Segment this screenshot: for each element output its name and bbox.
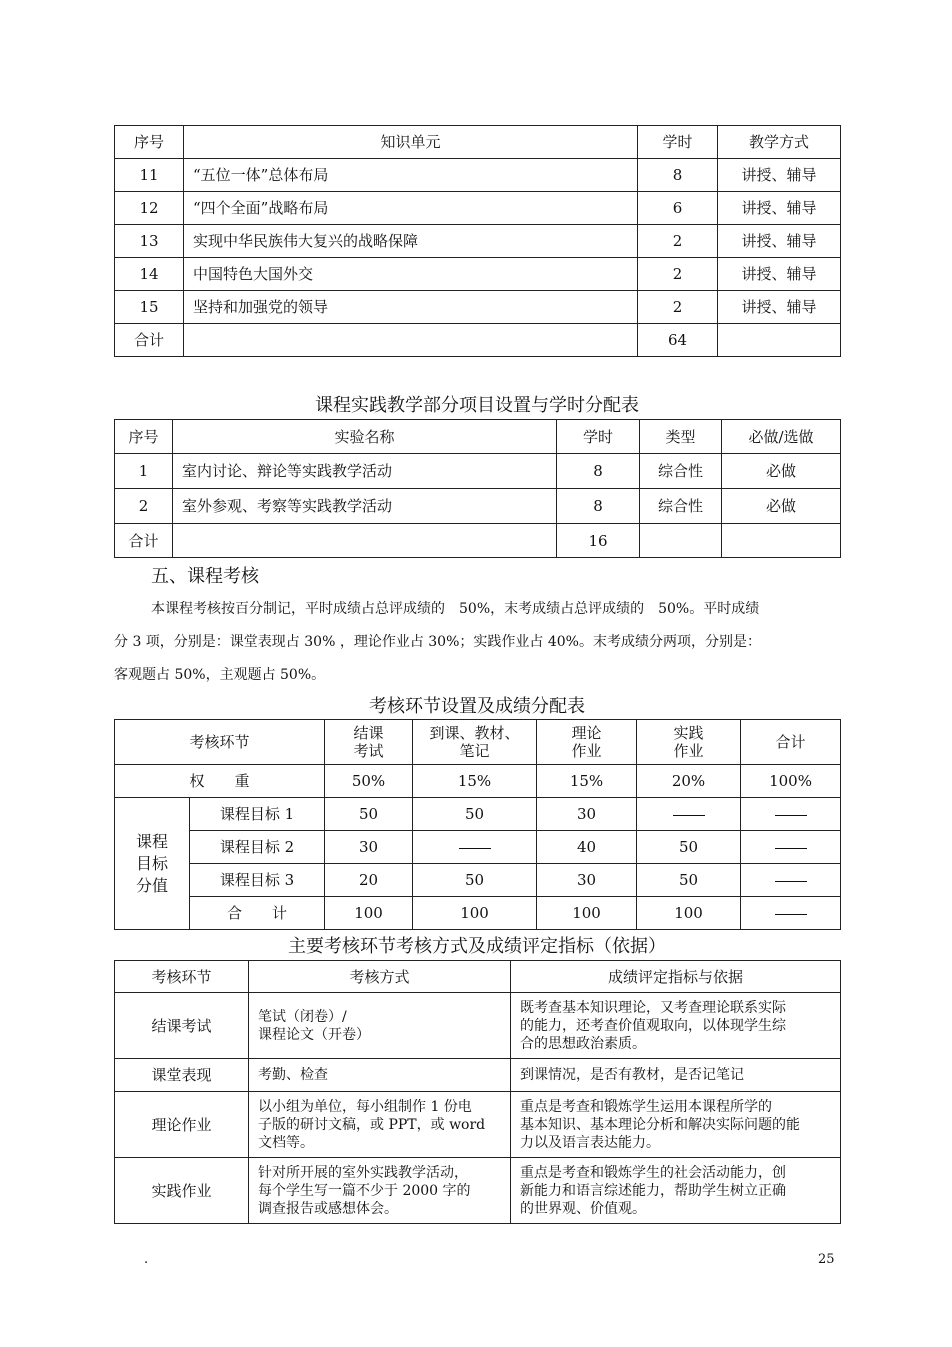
goal-label: 课程目标 2	[190, 831, 325, 864]
criteria-line: 到课情况，是否有教材，是否记笔记	[520, 1067, 744, 1083]
criteria-line: 的世界观、价值观。	[520, 1200, 646, 1217]
method-line: 针对所开展的室外实践教学活动，	[258, 1164, 468, 1181]
goal-label: 课程目标 1	[190, 798, 325, 831]
criteria-table	[114, 960, 841, 1224]
knowledge-units-table	[114, 125, 841, 357]
dash-mark	[775, 914, 807, 915]
score-cell: 50	[325, 798, 413, 831]
score-cell: 30	[537, 798, 637, 831]
header-line: 结课	[353, 724, 384, 742]
paragraph-line: 分 3 项，分别是：课堂表现占 30% ，理论作业占 30%；实践作业占 40%。末考成绩分两项，分别是：	[114, 634, 761, 650]
goal-row	[115, 831, 841, 864]
method-line: 文档等。	[258, 1134, 314, 1151]
table-row	[115, 1158, 841, 1224]
criteria-line: 重点是考查和锻炼学生运用本课程所学的	[520, 1098, 772, 1115]
total-hours: 16	[557, 524, 640, 558]
header-cell: 实验名称	[173, 420, 557, 454]
header-cell: 考核环节	[115, 720, 325, 765]
row-index: 12	[115, 192, 184, 225]
weight-label: 权 重	[115, 765, 325, 798]
header-line: 考试	[353, 742, 384, 760]
dash-mark	[775, 848, 807, 849]
method-cell	[249, 1059, 511, 1092]
required-cell: 必做	[722, 489, 841, 524]
assessment-table-caption: 考核环节设置及成绩分配表	[369, 696, 585, 717]
criteria-cell	[511, 1092, 841, 1158]
table-header-row	[115, 420, 841, 454]
criteria-line: 力以及语言表达能力。	[520, 1134, 660, 1151]
teaching-method: 讲授、辅导	[718, 258, 841, 291]
header-cell	[413, 720, 537, 765]
weight-cell: 15%	[413, 765, 537, 798]
table-row	[115, 225, 841, 258]
knowledge-unit: 实现中华民族伟大复兴的战略保障	[184, 225, 638, 258]
row-index: 14	[115, 258, 184, 291]
table-header-row	[115, 126, 841, 159]
dash-mark	[775, 881, 807, 882]
table-row	[115, 159, 841, 192]
footer-dot: .	[144, 1252, 149, 1267]
knowledge-unit: “四个全面”战略布局	[184, 192, 638, 225]
link-cell: 结课考试	[115, 993, 249, 1059]
score-cell: 100	[325, 897, 413, 930]
total-empty	[718, 324, 841, 357]
score-cell	[741, 897, 841, 930]
header-cell	[325, 720, 413, 765]
score-cell	[741, 831, 841, 864]
header-cell	[637, 720, 741, 765]
dash-mark	[459, 848, 491, 849]
criteria-cell	[511, 1059, 841, 1092]
hours-cell: 2	[638, 291, 718, 324]
goal-row	[115, 798, 841, 831]
hours-cell: 2	[638, 225, 718, 258]
score-cell: 20	[325, 864, 413, 897]
group-label-line: 目标	[135, 853, 168, 873]
header-cell: 知识单元	[184, 126, 638, 159]
goal-row	[115, 864, 841, 897]
score-cell: 50	[413, 864, 537, 897]
score-cell: 30	[325, 831, 413, 864]
dash-mark	[673, 815, 705, 816]
criteria-line: 重点是考查和锻炼学生的社会活动能力，创	[520, 1164, 786, 1181]
assessment-table	[114, 719, 841, 930]
link-cell: 理论作业	[115, 1092, 249, 1158]
teaching-method: 讲授、辅导	[718, 159, 841, 192]
table-row	[115, 1059, 841, 1092]
score-cell	[637, 798, 741, 831]
method-line: 每个学生写一篇不少于 2000 字的	[258, 1182, 471, 1199]
total-empty	[640, 524, 722, 558]
section-heading: 五、课程考核	[151, 566, 259, 587]
dash-mark	[775, 815, 807, 816]
criteria-line: 新能力和语言综述能力，帮助学生树立正确	[520, 1182, 786, 1199]
header-line: 作业	[571, 742, 602, 760]
total-empty	[722, 524, 841, 558]
header-line: 笔记	[459, 742, 490, 760]
method-line: 课程论文（开卷）	[258, 1026, 370, 1043]
goal-label: 课程目标 3	[190, 864, 325, 897]
group-label-line: 课程	[135, 831, 168, 851]
criteria-line: 既考查基本知识理论，又考查理论联系实际	[520, 999, 786, 1016]
hours-cell: 6	[638, 192, 718, 225]
score-cell	[741, 798, 841, 831]
total-empty	[184, 324, 638, 357]
teaching-method: 讲授、辅导	[718, 192, 841, 225]
group-label-line: 分值	[135, 875, 168, 895]
header-cell: 考核方式	[249, 961, 511, 993]
knowledge-unit: 坚持和加强党的领导	[184, 291, 638, 324]
header-cell: 学时	[557, 420, 640, 454]
goal-group-label	[115, 798, 190, 930]
method-line: 笔试（闭卷）/	[258, 1008, 347, 1025]
header-cell: 序号	[115, 126, 184, 159]
table-row	[115, 192, 841, 225]
total-label: 合计	[115, 324, 184, 357]
sum-row	[115, 897, 841, 930]
row-index: 15	[115, 291, 184, 324]
teaching-method: 讲授、辅导	[718, 225, 841, 258]
hours-cell: 2	[638, 258, 718, 291]
row-index: 2	[115, 489, 173, 524]
method-line: 子版的研讨文稿，或 PPT，或 word	[258, 1116, 486, 1133]
table-row	[115, 291, 841, 324]
criteria-cell	[511, 1158, 841, 1224]
link-cell: 课堂表现	[115, 1059, 249, 1092]
row-index: 11	[115, 159, 184, 192]
method-line: 考勤、检查	[258, 1067, 328, 1083]
score-cell: 50	[637, 864, 741, 897]
teaching-method: 讲授、辅导	[718, 291, 841, 324]
method-line: 调查报告或感想体会。	[258, 1200, 398, 1217]
header-line: 实践	[673, 724, 704, 742]
knowledge-unit: “五位一体”总体布局	[184, 159, 638, 192]
score-cell: 30	[537, 864, 637, 897]
method-line: 以小组为单位，每小组制作 1 份电	[258, 1098, 472, 1115]
score-cell: 100	[537, 897, 637, 930]
link-cell: 实践作业	[115, 1158, 249, 1224]
header-cell: 必做/选做	[722, 420, 841, 454]
header-cell: 考核环节	[115, 961, 249, 993]
score-cell	[741, 864, 841, 897]
table-header-row	[115, 720, 841, 765]
experiment-name: 室外参观、考察等实践教学活动	[173, 489, 557, 524]
method-cell	[249, 1158, 511, 1224]
score-cell: 50	[413, 798, 537, 831]
row-index: 1	[115, 454, 173, 489]
header-cell: 序号	[115, 420, 173, 454]
method-cell	[249, 1092, 511, 1158]
header-cell: 成绩评定指标与依据	[511, 961, 841, 993]
type-cell: 综合性	[640, 489, 722, 524]
score-cell	[413, 831, 537, 864]
sum-label: 合 计	[190, 897, 325, 930]
header-cell: 合计	[741, 720, 841, 765]
table-row	[115, 258, 841, 291]
table-row	[115, 1092, 841, 1158]
total-empty	[173, 524, 557, 558]
header-cell	[537, 720, 637, 765]
criteria-line: 基本知识、基本理论分析和解决实际问题的能	[520, 1116, 800, 1133]
table-header-row	[115, 961, 841, 993]
total-row	[115, 324, 841, 357]
weight-cell: 20%	[637, 765, 741, 798]
required-cell: 必做	[722, 454, 841, 489]
header-cell: 类型	[640, 420, 722, 454]
score-cell: 100	[413, 897, 537, 930]
criteria-table-caption: 主要考核环节考核方式及成绩评定指标（依据）	[288, 936, 666, 957]
score-cell: 40	[537, 831, 637, 864]
total-hours: 64	[638, 324, 718, 357]
header-line: 作业	[673, 742, 704, 760]
criteria-cell	[511, 993, 841, 1059]
experiment-name: 室内讨论、辩论等实践教学活动	[173, 454, 557, 489]
score-cell: 50	[637, 831, 741, 864]
knowledge-unit: 中国特色大国外交	[184, 258, 638, 291]
weight-row	[115, 765, 841, 798]
paragraph-line: 客观题占 50%，主观题占 50%。	[114, 667, 326, 683]
type-cell: 综合性	[640, 454, 722, 489]
method-cell	[249, 993, 511, 1059]
criteria-line: 合的思想政治素质。	[520, 1035, 646, 1052]
criteria-line: 的能力，还考查价值观取向，以体现学生综	[520, 1017, 786, 1034]
hours-cell: 8	[557, 454, 640, 489]
table-row	[115, 489, 841, 524]
row-index: 13	[115, 225, 184, 258]
weight-cell: 100%	[741, 765, 841, 798]
total-label: 合计	[115, 524, 173, 558]
hours-cell: 8	[638, 159, 718, 192]
header-line: 到课、教材、	[429, 724, 520, 742]
header-cell: 教学方式	[718, 126, 841, 159]
header-cell: 学时	[638, 126, 718, 159]
page-number: 25	[818, 1252, 835, 1267]
practice-table-caption: 课程实践教学部分项目设置与学时分配表	[315, 395, 639, 416]
header-line: 理论	[571, 724, 602, 742]
score-cell: 100	[637, 897, 741, 930]
weight-cell: 50%	[325, 765, 413, 798]
hours-cell: 8	[557, 489, 640, 524]
practice-table	[114, 419, 841, 558]
total-row	[115, 524, 841, 558]
table-row	[115, 993, 841, 1059]
paragraph-line: 本课程考核按百分制记，平时成绩占总评成绩的 50%，末考成绩占总评成绩的 50%。平时成绩	[151, 601, 760, 617]
table-row	[115, 454, 841, 489]
weight-cell: 15%	[537, 765, 637, 798]
